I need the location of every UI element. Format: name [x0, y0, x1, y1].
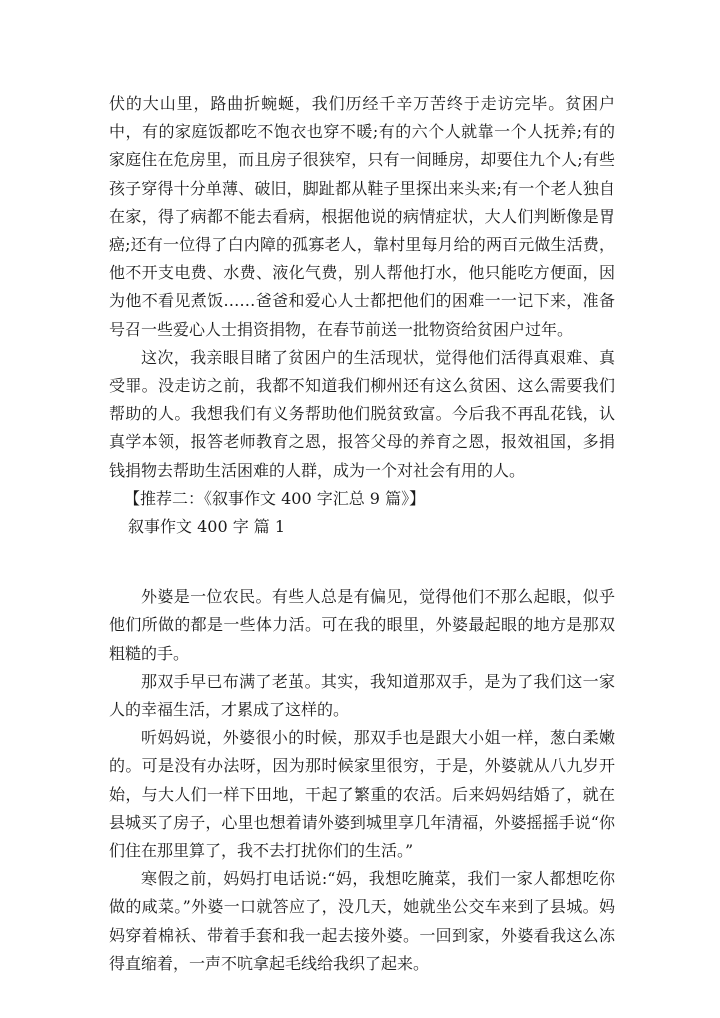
recommendation-heading: 【推荐二：《叙事作文 400 字汇总 9 篇》】 [124, 488, 426, 508]
essay-subtitle: 叙事作文 400 字 篇 1 [128, 517, 286, 537]
paragraph-grandma-intro: 外婆是一位农民。有些人总是有偏见，觉得他们不那么起眼，似乎他们所做的都是一些体力活。可在我的眼里，外婆最起眼的地方是那双粗糙的手。 [109, 587, 615, 663]
document-page [109, 90, 615, 978]
paragraph-winter-visit: 寒假之前，妈妈打电话说:“妈，我想吃腌菜，我们一家人都想吃你做的咸菜。”外婆一口就答应了，没几天，她就坐公交车来到了县城。妈妈穿着棉袄、带着手套和我一起去接外婆。一回到家，外婆看我这么冻得直缩着，一声不吭拿起毛线给我织了起来。 [109, 869, 615, 973]
paragraph-continued: 伏的大山里，路曲折蜿蜒，我们历经千辛万苦终于走访完毕。贫困户中，有的家庭饭都吃不饱衣也穿不暖;有的六个人就靠一个人抚养;有的家庭住在危房里，而且房子很狭窄，只有一间睡房，却要住九个人;有些孩子穿得十分单薄、破旧，脚趾都从鞋子里探出来头来;有一个老人独自在家，得了病都不能去看病，根据他说的病情症状，大人们判断像是胃癌;还有一位得了白内障的孤寡老人，靠村里每月给的两百元做生活费，他不开支电费、水费、液化气费，别人帮他打水，他只能吃方便面，因为他不看见煮饭……爸爸和爱心人士都把他们的困难一一记下来，准备号召一些爱心人士捐资捐物，在春节前送一批物资给贫困户过年。 [109, 94, 615, 339]
paragraph-grandma-hands: 那双手早已布满了老茧。其实，我知道那双手，是为了我们这一家人的幸福生活，才累成了这样的。 [109, 671, 615, 720]
paragraph-grandma-past: 听妈妈说，外婆很小的时候，那双手也是跟大小姐一样，葱白柔嫩的。可是没有办法呀，因为那时候家里很穷，于是，外婆就从八九岁开始，与大人们一样下田地，干起了繁重的农活。后来妈妈结婚了，就在县城买了房子，心里也想着请外婆到城里享几年清福，外婆摇摇手说“你们住在那里算了，我不去打扰你们的生活。” [109, 728, 615, 861]
paragraph-reflection: 这次，我亲眼目睹了贫困户的生活现状，觉得他们活得真艰难、真受罪。没走访之前，我都不知道我们柳州还有这么贫困、这么需要我们帮助的人。我想我们有义务帮助他们脱贫致富。今后我不再乱花钱，认真学本领，报答老师教育之恩，报答父母的养育之恩，报效祖国，多捐钱捐物去帮助生活困难的人群，成为一个对社会有用的人。 [109, 347, 615, 480]
